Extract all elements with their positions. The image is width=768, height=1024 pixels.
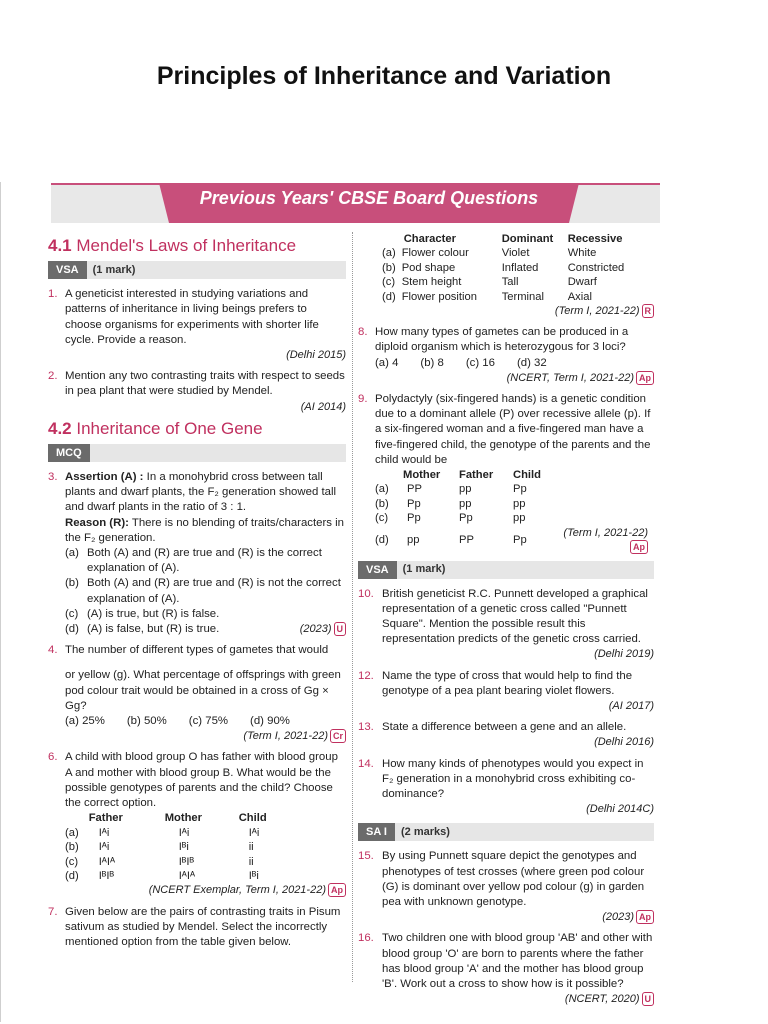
question-text: How many kinds of phenotypes would you expect in F₂ generation in a monohybrid cross exhibiting co-dominance? <box>382 757 644 800</box>
row-letter: (c) <box>382 276 396 289</box>
row-letter: (c) <box>375 512 389 525</box>
table-cell: Pp <box>513 483 527 496</box>
question-5-fragment <box>48 668 346 744</box>
table-header: Father <box>459 469 494 482</box>
question-number: 3. <box>48 471 58 484</box>
table-cell: IᴮIᴮ <box>98 869 115 882</box>
table-row <box>382 261 630 275</box>
question-number: 15. <box>358 850 374 863</box>
option: (a) 4 <box>375 356 399 369</box>
question-4 <box>48 643 346 658</box>
option <box>65 622 346 637</box>
table-header: Child <box>513 469 541 482</box>
row-letter: (a) <box>382 247 396 260</box>
question-number: 7. <box>48 905 58 918</box>
question-text: Given below are the pairs of contrasting traits in Pisum sativum as studied by Mendel. Select the incorrectly mentioned option from the table given below. <box>65 905 341 948</box>
table-cell: PP <box>407 483 422 496</box>
reason-text: There is no blending of traits/characters in the F₂ generation. <box>65 516 344 544</box>
question-9 <box>358 392 654 554</box>
table-header: Character <box>403 233 456 245</box>
question-15 <box>358 849 654 925</box>
table-row <box>375 511 654 525</box>
section-title: Inheritance of One Gene <box>76 418 263 438</box>
difficulty-badge: U <box>642 992 655 1006</box>
question-number: 4. <box>48 644 58 657</box>
table-cell: pp <box>513 497 526 510</box>
section-number: 4.2 <box>48 418 72 438</box>
question-number: 8. <box>358 326 368 339</box>
tag-label: VSA <box>358 561 397 579</box>
table-row <box>65 826 273 840</box>
table-row <box>65 855 273 869</box>
question-number: 1. <box>48 288 58 301</box>
table-cell: Axial <box>567 290 592 303</box>
option: (b) 8 <box>420 356 444 369</box>
question-text: or yellow (g). What percentage of offsprings with green pod colour trait would be obtained in a cross of Gg × Gg? <box>65 669 341 712</box>
table-cell: Iᴬi <box>98 826 110 839</box>
question-source: (Term I, 2021-22) <box>243 730 328 743</box>
option <box>65 607 346 622</box>
question-12 <box>358 669 654 715</box>
options-row <box>375 356 654 371</box>
table-cell: Pp <box>513 533 527 546</box>
option <box>65 546 346 576</box>
difficulty-badge: R <box>642 304 655 318</box>
option-letter: (a) <box>65 547 79 560</box>
table-row <box>375 526 654 555</box>
table-cell: pp <box>459 483 472 496</box>
row-letter: (d) <box>65 869 79 882</box>
row-letter: (d) <box>375 533 389 546</box>
banner-title: Previous Years' CBSE Board Questions <box>199 188 539 208</box>
table-cell: Pp <box>459 512 473 525</box>
question-source: (Delhi 2016) <box>594 736 654 749</box>
question-text: Name the type of cross that would help to find the genotype of a pea plant bearing violet flowers. <box>382 669 633 697</box>
genotype-table <box>375 468 654 554</box>
question-number: 13. <box>358 721 374 734</box>
question-text: Two children one with blood group 'AB' and other with blood group 'O' are born to parents where the father has blood group 'A' and the mother has blood group 'B'. Work out a cross to show how is it possible? <box>382 932 653 990</box>
question-source: (NCERT Exemplar, Term I, 2021-22) <box>148 884 326 897</box>
question-source: (Delhi 2019) <box>594 648 654 661</box>
question-source: (Delhi 2014C) <box>586 803 654 816</box>
table-cell: pp <box>513 512 526 525</box>
table-row <box>65 869 273 883</box>
question-8 <box>358 325 654 386</box>
option-text: (A) is false, but (R) is true. <box>87 623 220 636</box>
question-source: (AI 2014) <box>300 400 346 413</box>
table-header: Father <box>88 812 123 825</box>
right-column <box>358 232 654 1013</box>
question-number: 6. <box>48 751 58 764</box>
table-cell: ii <box>248 855 254 868</box>
sa1-tag <box>358 823 654 841</box>
question-source: (Term I, 2021-22) <box>554 305 640 318</box>
row-letter: (c) <box>65 855 79 868</box>
table-cell: Iᴬi <box>178 826 190 839</box>
question-7-table <box>358 232 654 319</box>
question-source: (Term I, 2021-22) <box>563 526 648 539</box>
section-banner <box>51 183 660 223</box>
table-cell: White <box>567 247 597 260</box>
mcq-tag <box>48 444 346 462</box>
question-2 <box>48 369 346 415</box>
question-text: Mention any two contrasting traits with respect to seeds in pea plant that were studied by Mendel. <box>65 370 345 398</box>
question-3 <box>48 470 346 637</box>
table-cell: Tall <box>501 276 519 289</box>
table-cell: Stem height <box>401 276 462 289</box>
question-number: 2. <box>48 370 58 383</box>
question-source: (2023) <box>602 911 634 924</box>
option: (c) 16 <box>465 356 495 369</box>
question-text: The number of different types of gametes that would <box>65 644 329 657</box>
table-cell: Flower colour <box>401 247 469 260</box>
table-header: Recessive <box>567 233 623 245</box>
difficulty-badge: Ap <box>636 371 654 385</box>
table-cell: Violet <box>501 247 530 260</box>
table-cell: Pp <box>407 497 421 510</box>
table-cell: Iᴬi <box>98 841 110 854</box>
option: (c) 75% <box>188 715 229 728</box>
question-1 <box>48 287 346 363</box>
section-title: Mendel's Laws of Inheritance <box>76 236 297 255</box>
table-header: Child <box>238 812 267 825</box>
tag-marks: (2 marks) <box>401 825 450 838</box>
tag-marks: (1 mark) <box>402 562 446 575</box>
assertion-text: In a monohybrid cross between tall plants and dwarf plants, the F₂ generation showed tall and dwarf plants in the ratio of 3 : 1. <box>65 471 337 514</box>
option-text: Both (A) and (R) are true and (R) is not the correct explanation of (A). <box>87 577 341 605</box>
table-row <box>382 290 630 304</box>
table-row <box>65 840 273 854</box>
table-cell: Pod shape <box>401 261 456 274</box>
table-row <box>375 482 654 496</box>
table-cell: Pp <box>407 512 421 525</box>
difficulty-badge: Cr <box>330 729 346 743</box>
table-cell: Iᴮi <box>178 841 189 854</box>
option-letter: (b) <box>65 577 79 590</box>
question-text: Polydactyly (six-fingered hands) is a genetic condition due to a dominant allele (P) over recessive allele (p). If a six-fingered woman and a five-fingered man have a five-fingered child, the genotype of the parents and the child would be <box>375 393 651 466</box>
row-letter: (b) <box>375 497 389 510</box>
row-letter: (b) <box>65 841 79 854</box>
vsa-tag <box>48 261 346 279</box>
question-6 <box>48 750 346 898</box>
question-text: A geneticist interested in studying variations and patterns of inheritance in living beings prefers to choose organisms for experiments with shorter life cycle. Provide a reason. <box>65 288 319 346</box>
vsa-tag <box>358 561 654 579</box>
question-number: 9. <box>358 393 368 406</box>
table-header: Dominant <box>501 233 554 245</box>
difficulty-badge: Ap <box>328 883 346 897</box>
row-letter: (a) <box>375 483 389 496</box>
row-letter: (b) <box>382 261 396 274</box>
table-cell: Terminal <box>501 290 544 303</box>
row-letter: (a) <box>65 826 79 839</box>
row-letter: (d) <box>382 290 396 303</box>
left-column <box>48 232 346 956</box>
table-cell: pp <box>459 497 472 510</box>
question-14 <box>358 757 654 818</box>
difficulty-badge: U <box>334 622 347 636</box>
page-edge-line <box>0 182 1 1022</box>
question-number: 14. <box>358 757 374 770</box>
question-source: (NCERT, 2020) <box>564 993 640 1006</box>
table-cell: Iᴮi <box>248 869 259 882</box>
options-row <box>65 714 346 729</box>
genotype-table <box>65 811 273 883</box>
page-title: Principles of Inheritance and Variation <box>156 62 612 90</box>
table-cell: PP <box>459 533 474 546</box>
table-row <box>375 497 654 511</box>
table-cell: Inflated <box>501 261 539 274</box>
question-16 <box>358 931 654 1007</box>
option-letter: (c) <box>65 607 79 620</box>
option: (d) 32 <box>516 356 547 369</box>
table-cell: Iᴬi <box>248 826 260 839</box>
question-text: State a difference between a gene and an allele. <box>382 721 627 734</box>
question-13 <box>358 720 654 750</box>
question-source: (2023) <box>299 623 332 636</box>
traits-table <box>382 232 630 304</box>
question-source: (Delhi 2015) <box>286 349 346 362</box>
option-text: (A) is true, but (R) is false. <box>87 607 220 620</box>
column-divider <box>352 232 353 982</box>
question-text: How many types of gametes can be produced in a diploid organism which is heterozygous for 3 loci? <box>375 326 629 354</box>
question-source: (AI 2017) <box>608 699 654 712</box>
question-number: 10. <box>358 587 374 600</box>
table-header: Mother <box>403 469 441 482</box>
table-cell: IᴬIᴬ <box>98 855 116 868</box>
option <box>65 576 346 606</box>
difficulty-badge: Ap <box>636 910 654 924</box>
difficulty-badge: Ap <box>630 540 648 554</box>
table-row <box>382 246 630 260</box>
question-text: A child with blood group O has father with blood group A and mother with blood group B. What would be the possible genotypes of parents and the child? Choose the correct option. <box>65 751 338 810</box>
table-cell: IᴮIᴮ <box>178 855 195 868</box>
option-letter: (d) <box>65 623 79 636</box>
section-4-2-heading <box>48 418 346 438</box>
option-text: Both (A) and (R) are true and (R) is the correct explanation of (A). <box>87 547 322 575</box>
tag-label: VSA <box>48 261 87 279</box>
table-cell: pp <box>407 533 420 546</box>
option: (d) 90% <box>250 715 290 728</box>
question-source: (NCERT, Term I, 2021-22) <box>506 371 634 384</box>
question-number: 16. <box>358 932 374 945</box>
question-text: By using Punnett square depict the genotypes and phenotypes of test crosses (where green pod colour (G) is dominant over yellow pod colour (g) in garden pea with unknown genotype. <box>382 850 645 908</box>
table-header: Mother <box>164 812 202 825</box>
tag-label: MCQ <box>48 444 90 462</box>
question-10 <box>358 587 654 663</box>
assertion-label: Assertion (A) : <box>65 471 144 484</box>
table-cell: IᴬIᴬ <box>178 869 196 882</box>
table-cell: Dwarf <box>567 276 597 289</box>
section-4-1-heading <box>48 238 346 253</box>
option: (b) 50% <box>126 715 167 728</box>
table-row <box>382 275 630 289</box>
tag-label: SA I <box>358 823 395 841</box>
question-number: 12. <box>358 669 374 682</box>
question-7 <box>48 905 346 951</box>
reason-label: Reason (R): <box>65 516 129 529</box>
section-number: 4.1 <box>48 236 72 255</box>
table-cell: Constricted <box>567 261 625 274</box>
question-text: British geneticist R.C. Punnett developed a graphical representation of a genetic cross called "Punnett Square". Mention the possible result this representation predicts of the genetic cross carried. <box>382 587 648 646</box>
option: (a) 25% <box>65 715 105 728</box>
tag-marks: (1 mark) <box>92 263 136 276</box>
table-cell: Flower position <box>401 290 477 303</box>
table-cell: ii <box>248 841 254 854</box>
